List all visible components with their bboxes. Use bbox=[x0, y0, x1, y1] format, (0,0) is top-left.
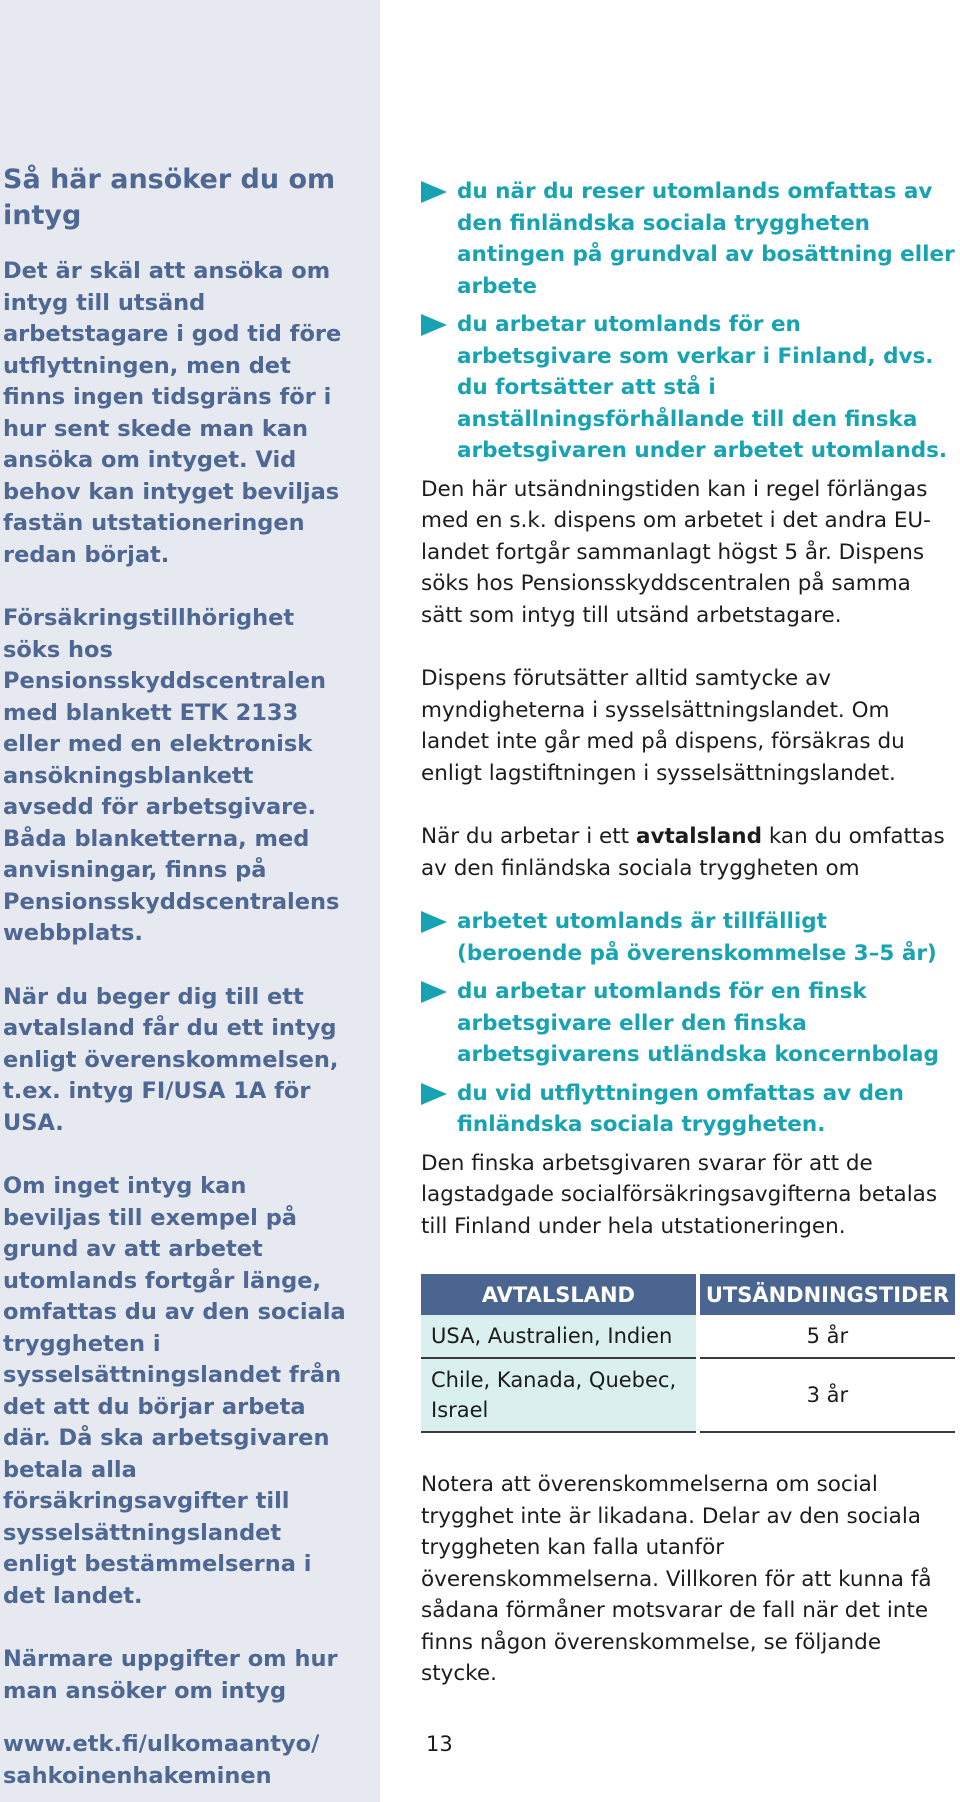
header-cell-period: UTSÄNDNINGSTIDER bbox=[698, 1274, 955, 1315]
bold-term: avtalsland bbox=[635, 824, 762, 849]
triangle-bullet-icon bbox=[421, 1083, 447, 1105]
text-after: kan du omfattas av den finländska sociala tryggheten om bbox=[421, 824, 945, 881]
table-row bbox=[421, 1358, 955, 1432]
cell-years: 5 år bbox=[698, 1315, 955, 1358]
bullet-item bbox=[421, 309, 955, 467]
bullet-item bbox=[421, 976, 955, 1071]
cell-country: USA, Australien, Indien bbox=[421, 1315, 698, 1358]
triangle-bullet-icon bbox=[421, 181, 447, 203]
table-header-row bbox=[421, 1274, 955, 1315]
sidebar-panel bbox=[0, 0, 380, 1802]
bullet-item bbox=[421, 906, 955, 969]
sidebar-paragraph-more-info: Närmare uppgifter om hur man ansöker om intyg bbox=[3, 1646, 338, 1704]
paragraph-treaty-country bbox=[421, 821, 955, 884]
triangle-bullet-icon bbox=[421, 981, 447, 1003]
sidebar-content bbox=[3, 162, 348, 1792]
page-number: 13 bbox=[426, 1732, 453, 1756]
posting-period-table bbox=[421, 1274, 955, 1433]
bullet-list-treaty bbox=[421, 906, 955, 1141]
bullet-item bbox=[421, 1078, 955, 1141]
bullet-list-eu bbox=[421, 176, 955, 467]
bullet-text: du vid utflyttningen omfattas av den finländska sociala tryggheten. bbox=[457, 1080, 904, 1137]
link-line-2: sahkoinenhakeminen bbox=[3, 1762, 272, 1789]
sidebar-paragraph-application: Försäkringstillhörighet söks hos Pensionsskyddscentralen med blankett ETK 2133 eller med en elektronisk ansökningsblankett avsedd för arbetsgivare. Båda blanketterna, med anvisningar, finns på Pensionsskyddscentralens webbplats. bbox=[3, 605, 340, 946]
sidebar-paragraph-treaty: När du beger dig till ett avtalsland får du ett intyg enligt överenskommelsen, t.ex. intyg FI/USA 1A för USA. bbox=[3, 983, 339, 1136]
paragraph-employer-fees: Den finska arbetsgivaren svarar för att de lagstadgade socialförsäkringsavgifterna betalas till Finland under hela utstationeringen. bbox=[421, 1150, 938, 1239]
bullet-text: arbetet utomlands är tillfälligt (beroende på överenskommelse 3–5 år) bbox=[457, 909, 937, 966]
cell-years: 3 år bbox=[698, 1358, 955, 1432]
bullet-text: du när du reser utomlands omfattas av den finländska sociala tryggheten antingen på grundval av bosättning eller arbete bbox=[457, 179, 955, 299]
paragraph-consent: Dispens förutsätter alltid samtycke av myndigheterna i sysselsättningslandet. Om landet inte går med på dispens, försäkras du enligt lagstiftningen i sysselsättningslandet. bbox=[421, 666, 905, 786]
cell-country: Chile, Kanada, Quebec, Israel bbox=[421, 1358, 698, 1432]
sidebar-web-link[interactable] bbox=[3, 1729, 348, 1792]
triangle-bullet-icon bbox=[421, 911, 447, 933]
bullet-text: du arbetar utomlands för en finsk arbetsgivare eller den finska arbetsgivarens utländska koncernbolag bbox=[457, 979, 939, 1067]
header-cell-country: AVTALSLAND bbox=[421, 1274, 698, 1315]
text-before: När du arbetar i ett bbox=[421, 824, 636, 849]
table-row bbox=[421, 1315, 955, 1358]
paragraph-dispens: Den här utsändningstiden kan i regel förlängas med en s.k. dispens om arbetet i det andra EU-landet fortgår sammanlagt högst 5 år. Dispens söks hos Pensionsskyddscentralen på samma sätt som intyg till utsänd arbetstagare. bbox=[421, 476, 931, 628]
paragraph-note: Notera att överenskommelserna om social trygghet inte är likadana. Delar av den sociala tryggheten kan falla utanför överenskommelserna. Villkoren för att kunna få sådana förmåner motsvarar de fall när det inte finns någon överenskommelse, se följande stycke. bbox=[421, 1472, 932, 1686]
main-column bbox=[421, 176, 955, 1722]
triangle-bullet-icon bbox=[421, 314, 447, 336]
sidebar-paragraph-timing: Det är skäl att ansöka om intyg till utsänd arbetstagare i god tid före utflyttningen, men det finns ingen tidsgräns för i hur sent skede man kan ansöka om intyget. Vid behov kan intyget beviljas fastän utstationeringen redan börjat. bbox=[3, 258, 342, 568]
bullet-item bbox=[421, 176, 955, 302]
sidebar-title: Så här ansöker du om intyg bbox=[3, 164, 336, 231]
sidebar-paragraph-no-certificate: Om inget intyg kan beviljas till exempel på grund av att arbetet utomlands fortgår länge, omfattas du av den sociala tryggheten i sysselsättningslandet från det att du börjar arbeta där. Då ska arbetsgivaren betala alla försäkringsavgifter till sysselsättningslandet enligt bestämmelserna i det landet. bbox=[3, 1173, 346, 1609]
link-line-1: www.etk.fi/ulkomaantyo/ bbox=[3, 1731, 320, 1757]
bullet-text: du arbetar utomlands för en arbetsgivare som verkar i Finland, dvs. du fortsätter att stå i anställningsförhållande till den finska arbetsgivaren under arbetet utomlands. bbox=[457, 312, 948, 463]
